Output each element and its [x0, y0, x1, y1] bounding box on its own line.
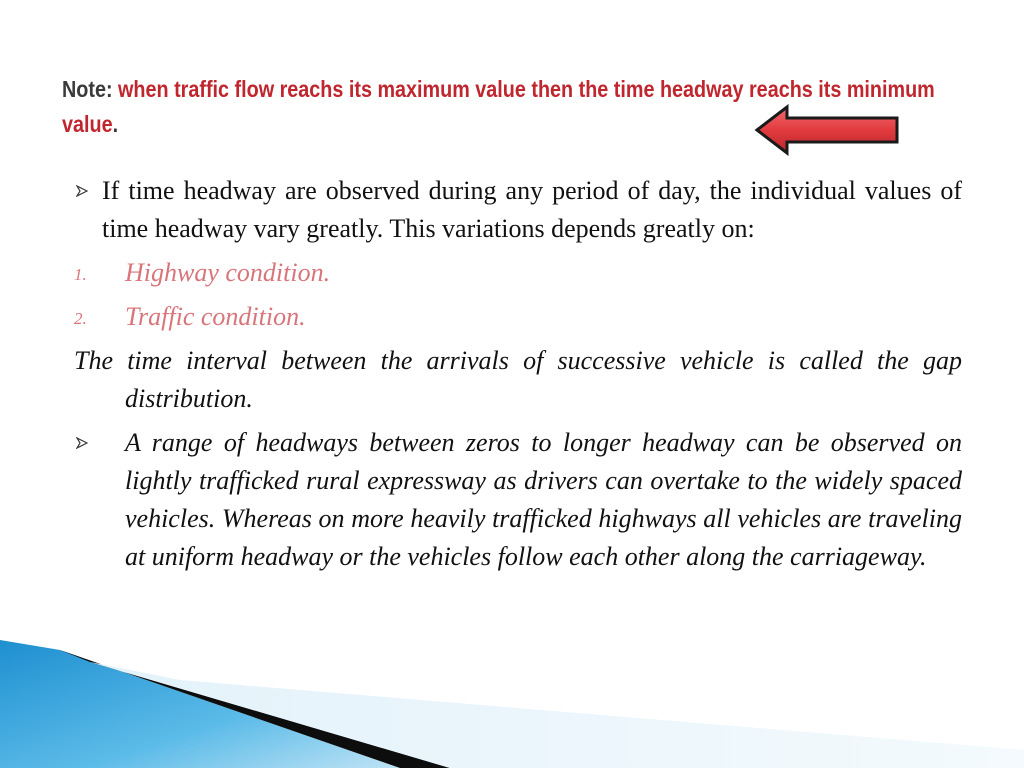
arrowhead-bullet-icon: [76, 185, 88, 197]
left-arrow-icon: [754, 104, 900, 156]
list-item: [74, 254, 962, 292]
arrowhead-bullet-icon: [76, 437, 88, 449]
note-text: when traffic flow reachs its maximum value then the time headway reachs its minimum value: [62, 76, 935, 137]
bullet-paragraph-1: [74, 172, 962, 248]
list-item-text: Traffic condition.: [125, 302, 306, 331]
list-number: 1.: [74, 265, 87, 284]
note-label: Note:: [62, 76, 113, 102]
bullet-1-text: If time headway are observed during any period of day, the individual values of time headway vary greatly. This variations depends greatly on:: [102, 176, 962, 243]
slide-body: [74, 172, 962, 576]
wave-decoration: [0, 640, 1024, 768]
note-period: .: [112, 111, 119, 137]
gap-definition: The time interval between the arrivals of successive vehicle is called the gap distribution.: [74, 346, 962, 413]
bullet-2-text: A range of headways between zeros to longer headway can be observed on lightly trafficked rural expressway as drivers can overtake to the widely spaced vehicles. Whereas on more heavily trafficked highways all vehicles are traveling at uniform headway or the vehicles follow each other along the carriageway.: [125, 428, 962, 571]
list-item-text: Highway condition.: [125, 258, 331, 287]
list-item: [74, 298, 962, 336]
bullet-paragraph-2: [74, 424, 962, 576]
list-number: 2.: [74, 309, 87, 328]
